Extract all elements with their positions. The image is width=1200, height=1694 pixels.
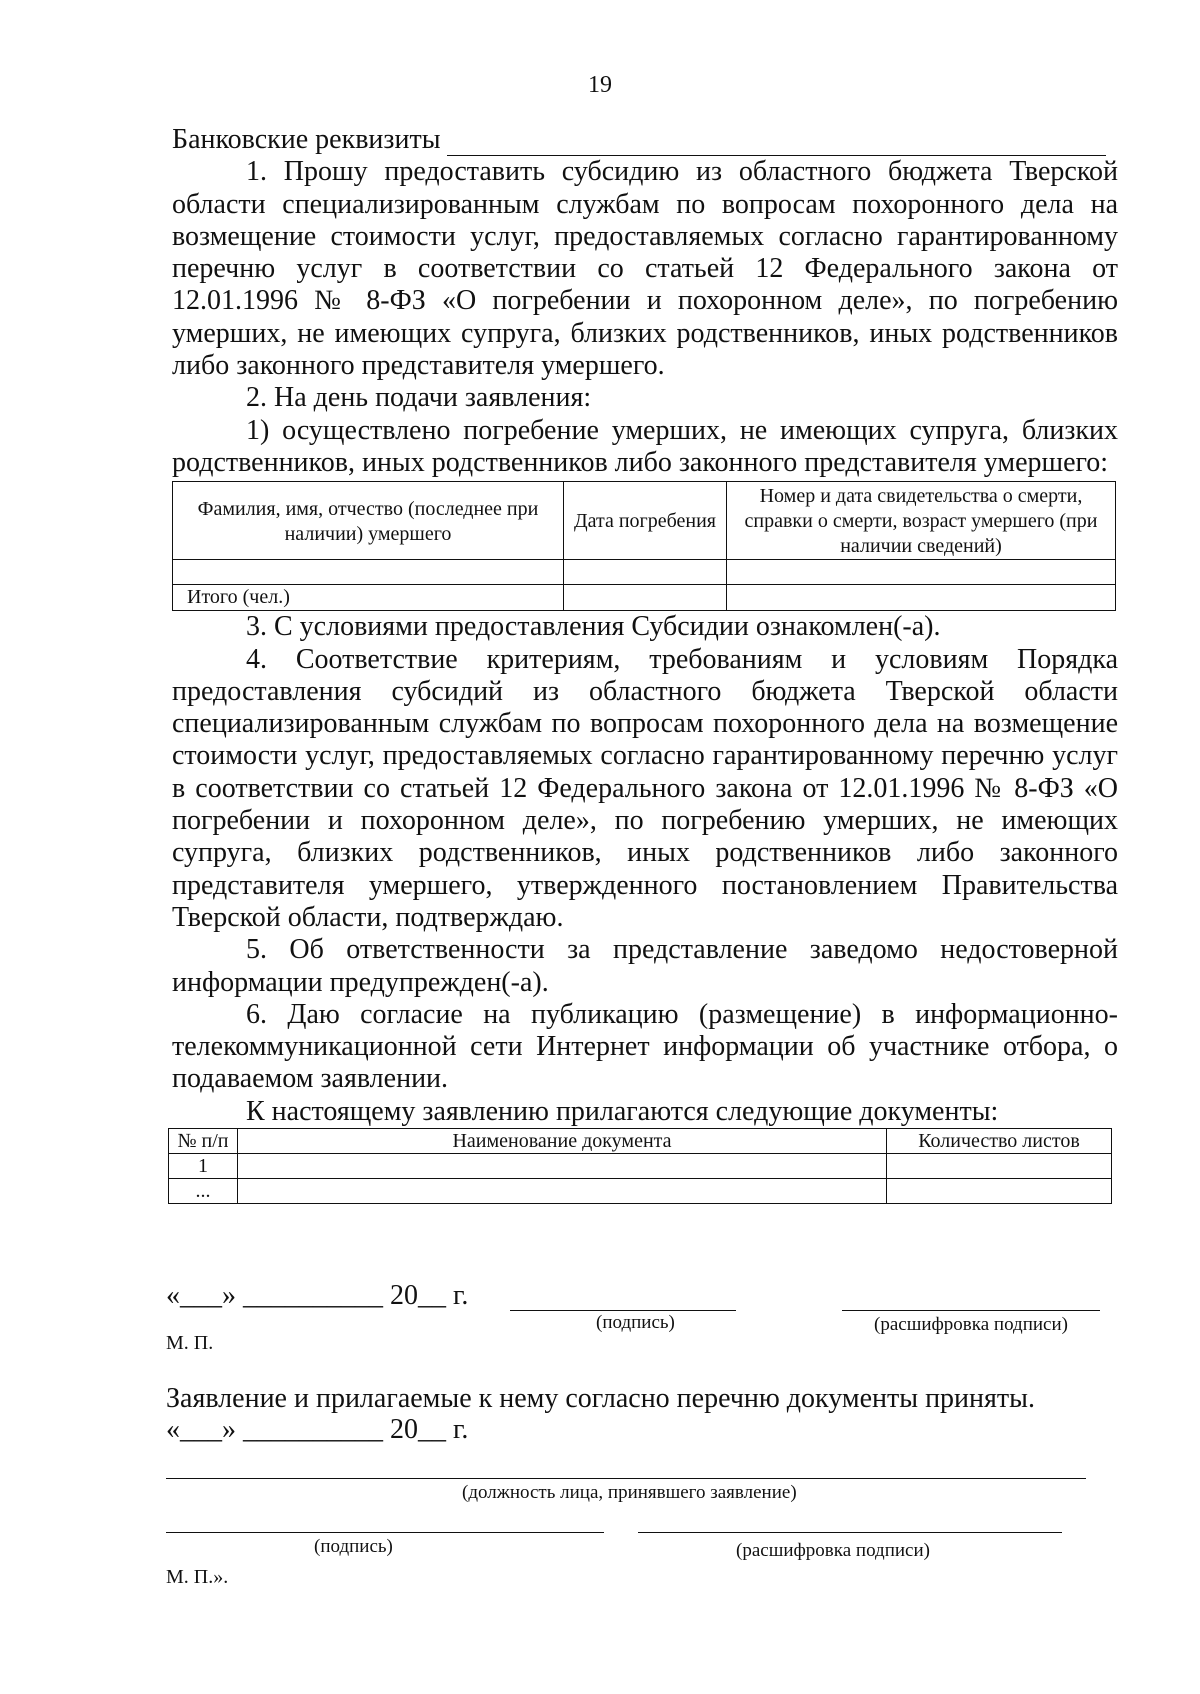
table-cell[interactable] [238,1179,887,1204]
position-line[interactable] [166,1478,1086,1479]
paragraph-4: 4. Соответствие критериям, требованиям и условиям Порядка предоставления субсидий из областного бюджета Тверской области специализированным службам по вопросам похоронного дела на возмещение стоимости услуг, предоставляемых согласно гарантированному перечню услуг в соответствии со статьей 12 Федерального закона от 12.01.1996 № 8-ФЗ «О погребении и похоронном деле», по погребению умерших, не имеющих супруга, близких родственников, иных родственников либо законного представителя умершего, утвержденного постановлением Правительства Тверской области, подтверждаю. [172,643,1118,933]
documents-table [168,1128,1112,1204]
row-number: ... [169,1179,238,1204]
header-burial-date: Дата погребения [564,482,727,560]
table-cell[interactable] [887,1154,1112,1179]
bank-details-field[interactable] [447,131,1106,156]
header-deceased-name: Фамилия, имя, отчество (последнее при наличии) умершего [173,482,564,560]
table-cell[interactable] [887,1179,1112,1204]
acceptor-decoding-line[interactable] [638,1532,1062,1533]
header-document-name: Наименование документа [238,1129,887,1154]
table-row [173,560,1116,585]
header-death-certificate: Номер и дата свидетельства о смерти, справки о смерти, возраст умершего (при наличии сведений) [727,482,1116,560]
paragraph-5: 5. Об ответственности за представление заведомо недостоверной информации предупрежден(-а). [172,934,1118,998]
table-cell[interactable] [564,585,727,611]
table-row [169,1154,1112,1179]
acceptor-decoding-caption: (расшифровка подписи) [736,1540,930,1561]
table-cell[interactable] [727,585,1116,611]
acceptance-date-line: «___» __________ 20__ г. [166,1414,469,1445]
burial-table [172,481,1116,611]
table-cell[interactable] [564,560,727,585]
bank-details-label: Банковские реквизиты [172,124,441,155]
paragraph-1: 1. Прошу предоставить субсидию из областного бюджета Тверской области специализированным службам по вопросам похоронного дела на возмещение стоимости услуг, предоставляемых согласно гарантированному перечню услуг в соответствии со статьей 12 Федерального закона от 12.01.1996 № 8-ФЗ «О погребении и похоронном деле», по погребению умерших, не имеющих супруга, близких родственников, иных родственников либо законного представителя умершего. [172,156,1118,382]
main-text [172,124,1118,1204]
acceptor-signature-line[interactable] [166,1532,604,1533]
documents-table-header [169,1129,1112,1154]
paragraph-2: 2. На день подачи заявления: [246,382,592,414]
position-caption: (должность лица, принявшего заявление) [462,1482,797,1503]
acceptor-stamp: М. П.». [166,1566,229,1588]
paragraph-6: 6. Даю согласие на публикацию (размещение) в информационно-телекоммуникационной сети Интернет информации об участнике отбора, о подаваемом заявлении. [172,998,1118,1095]
acceptance-text: Заявление и прилагаемые к нему согласно перечню документы приняты. [166,1383,1035,1414]
paragraph-3: 3. С условиями предоставления Субсидии ознакомлен(-а). [246,611,941,643]
burial-table-header [173,482,1116,560]
table-row [169,1179,1112,1204]
total-label: Итого (чел.) [173,585,564,611]
page-number: 19 [588,72,612,98]
table-cell[interactable] [238,1154,887,1179]
acceptor-signature-caption: (подпись) [314,1536,393,1557]
table-cell[interactable] [727,560,1116,585]
table-cell[interactable] [173,560,564,585]
paragraph-2-1: 1) осуществлено погребение умерших, не имеющих супруга, близких родственников, иных родственников либо законного представителя умершего: [172,414,1118,478]
row-number: 1 [169,1154,238,1179]
applicant-signature-caption: (подпись) [596,1312,675,1333]
applicant-signature-line[interactable] [510,1310,736,1311]
header-sheet-count: Количество листов [887,1129,1112,1154]
header-number: № п/п [169,1129,238,1154]
applicant-date-line: «___» __________ 20__ г. [166,1280,469,1311]
applicant-stamp: М. П. [166,1332,214,1354]
attachments-intro: К настоящему заявлению прилагаются следующие документы: [246,1095,999,1127]
total-row [173,585,1116,611]
bank-details-row [172,124,1118,156]
applicant-decoding-line[interactable] [842,1310,1100,1311]
applicant-decoding-caption: (расшифровка подписи) [874,1314,1068,1335]
